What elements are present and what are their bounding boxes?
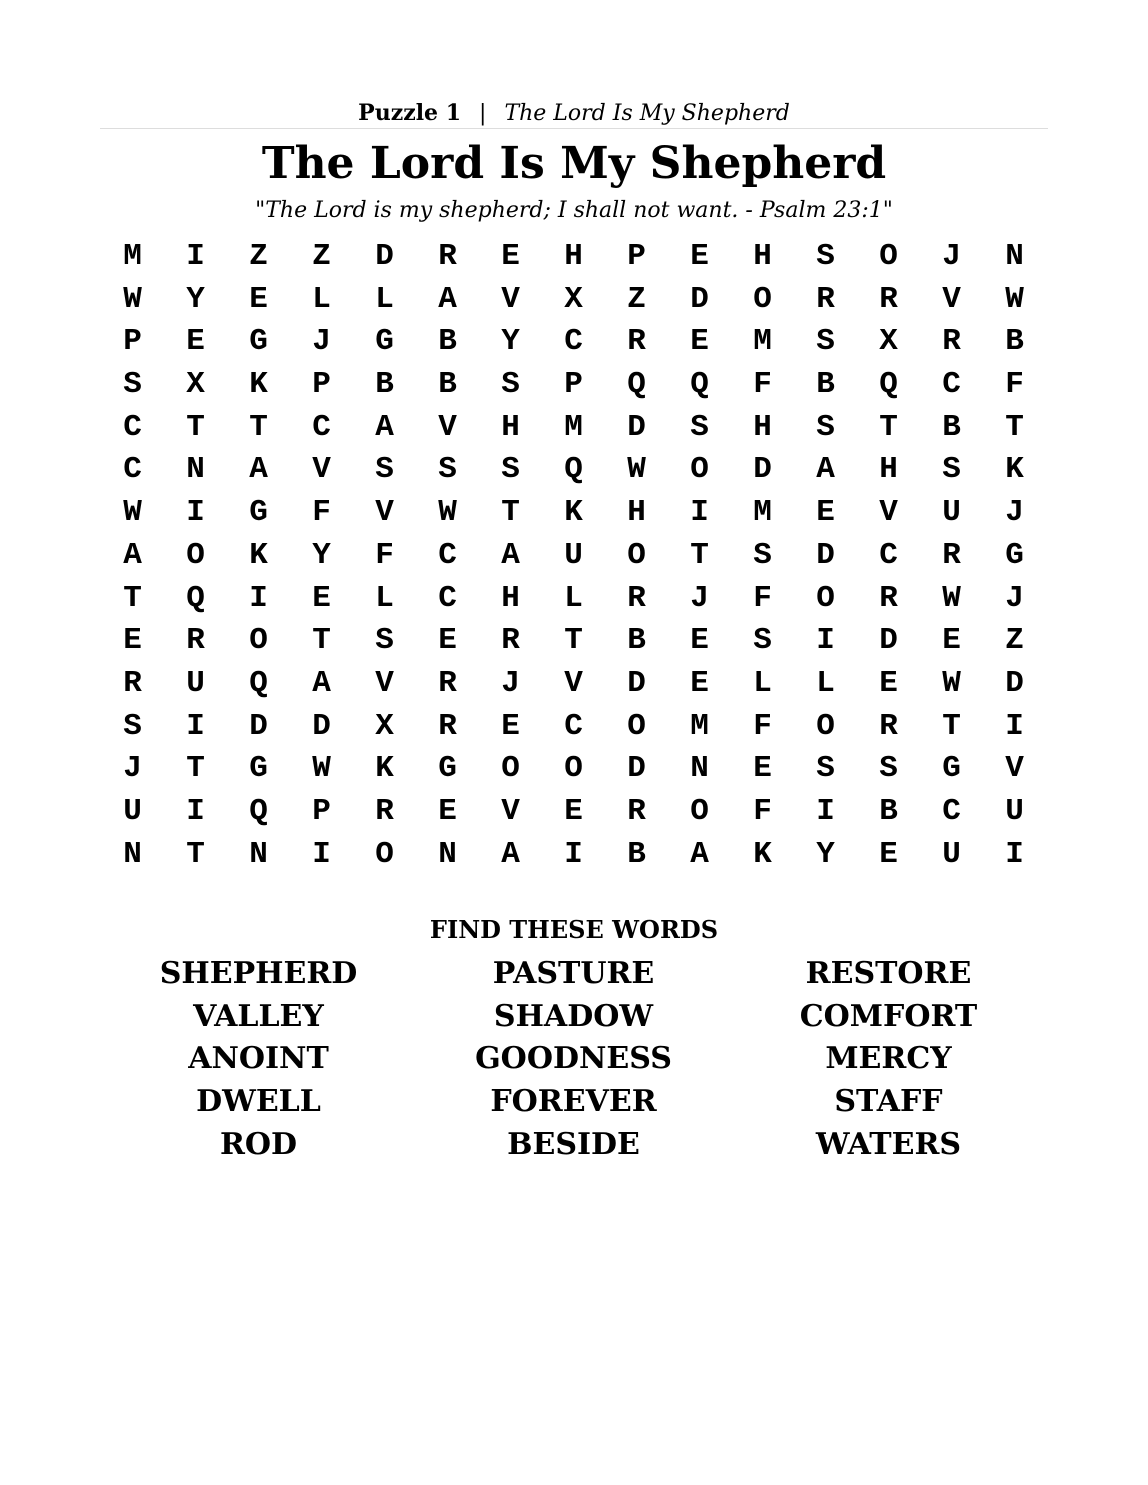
grid-letter: E bbox=[438, 623, 457, 659]
grid-letter: Q bbox=[627, 367, 646, 403]
grid-letter: O bbox=[375, 836, 394, 872]
grid-letter: B bbox=[627, 836, 646, 872]
grid-letter: R bbox=[879, 580, 898, 616]
grid-letter: D bbox=[1005, 665, 1024, 701]
grid-letter: S bbox=[816, 409, 835, 445]
word-list-item: DWELL bbox=[196, 1084, 321, 1120]
grid-letter: B bbox=[942, 409, 961, 445]
grid-letter: L bbox=[375, 580, 394, 616]
grid-letter: M bbox=[753, 495, 772, 531]
grid-letter: W bbox=[627, 452, 646, 488]
grid-letter: Y bbox=[186, 281, 205, 317]
grid-letter: G bbox=[249, 495, 268, 531]
grid-letter: I bbox=[690, 495, 709, 531]
grid-letter: C bbox=[942, 793, 961, 829]
word-list bbox=[101, 953, 1046, 1166]
grid-letter: V bbox=[375, 495, 394, 531]
grid-letter: Q bbox=[249, 665, 268, 701]
grid-letter: T bbox=[186, 836, 205, 872]
grid-letter: A bbox=[816, 452, 835, 488]
grid-letter: M bbox=[753, 324, 772, 360]
grid-letter: E bbox=[501, 708, 520, 744]
grid-letter: G bbox=[249, 324, 268, 360]
grid-letter: A bbox=[312, 665, 331, 701]
grid-letter: S bbox=[753, 537, 772, 573]
grid-letter: Y bbox=[816, 836, 835, 872]
grid-letter: G bbox=[249, 751, 268, 787]
grid-letter: I bbox=[816, 623, 835, 659]
grid-letter: O bbox=[564, 751, 583, 787]
word-list-item: SHEPHERD bbox=[159, 956, 358, 991]
grid-letter: O bbox=[816, 708, 835, 744]
grid-letter: R bbox=[627, 324, 646, 360]
grid-letter: R bbox=[123, 665, 142, 701]
grid-letter: V bbox=[879, 495, 898, 531]
grid-letter: G bbox=[375, 324, 394, 360]
grid-letter: E bbox=[816, 495, 835, 531]
grid-letter: S bbox=[123, 367, 142, 403]
grid-letter: B bbox=[816, 367, 835, 403]
grid-letter: K bbox=[564, 495, 583, 531]
grid-letter: H bbox=[753, 409, 772, 445]
grid-letter: X bbox=[564, 281, 583, 317]
grid-letter: D bbox=[816, 537, 835, 573]
grid-letter: H bbox=[564, 239, 583, 274]
grid-letter: I bbox=[1005, 708, 1024, 744]
grid-letter: V bbox=[942, 281, 961, 317]
grid-letter: R bbox=[438, 665, 457, 701]
grid-letter: I bbox=[186, 239, 205, 274]
grid-letter: I bbox=[564, 836, 583, 872]
grid-letter: H bbox=[501, 580, 520, 616]
grid-letter: Q bbox=[186, 580, 205, 616]
grid-letter: W bbox=[942, 580, 961, 616]
grid-letter: D bbox=[690, 281, 709, 317]
grid-letter: R bbox=[816, 281, 835, 317]
grid-letter: O bbox=[627, 708, 646, 744]
grid-letter: I bbox=[186, 793, 205, 829]
grid-letter: N bbox=[438, 836, 457, 872]
grid-letter: V bbox=[312, 452, 331, 488]
grid-letter: K bbox=[753, 836, 772, 872]
puzzle-number: Puzzle 1 bbox=[358, 100, 462, 126]
grid-letter: V bbox=[1005, 751, 1024, 787]
grid-letter: N bbox=[1005, 239, 1024, 274]
grid-letter: B bbox=[879, 793, 898, 829]
grid-letter: E bbox=[123, 623, 142, 659]
grid-letter: B bbox=[627, 623, 646, 659]
word-list-item: PASTURE bbox=[492, 956, 655, 991]
grid-letter: V bbox=[501, 793, 520, 829]
grid-letter: J bbox=[312, 324, 331, 360]
grid-letter: Q bbox=[564, 452, 583, 488]
grid-letter: U bbox=[186, 665, 205, 701]
grid-letter: R bbox=[438, 239, 457, 274]
grid-letter: T bbox=[186, 751, 205, 787]
verse-quote: "The Lord is my shepherd; I shall not want. - Psalm 23:1" bbox=[255, 198, 893, 223]
grid-letter: T bbox=[123, 580, 142, 616]
grid-letter: G bbox=[1005, 537, 1024, 573]
grid-letter: W bbox=[942, 665, 961, 701]
grid-letter: R bbox=[942, 324, 961, 360]
grid-letter: F bbox=[1005, 367, 1024, 403]
grid-letter: L bbox=[816, 665, 835, 701]
grid-letter: O bbox=[879, 239, 898, 274]
grid-letter: E bbox=[879, 836, 898, 872]
grid-letter: E bbox=[942, 623, 961, 659]
letter-grid bbox=[101, 236, 1046, 876]
grid-letter: D bbox=[627, 665, 646, 701]
grid-letter: P bbox=[123, 324, 142, 360]
grid-letter: U bbox=[1005, 793, 1024, 829]
grid-letter: E bbox=[690, 623, 709, 659]
grid-letter: S bbox=[690, 409, 709, 445]
grid-letter: E bbox=[753, 751, 772, 787]
grid-letter: H bbox=[501, 409, 520, 445]
grid-letter: M bbox=[690, 708, 709, 744]
word-list-item: MERCY bbox=[825, 1041, 952, 1077]
grid-letter: V bbox=[501, 281, 520, 317]
grid-letter: E bbox=[249, 281, 268, 317]
grid-letter: O bbox=[816, 580, 835, 616]
grid-letter: T bbox=[501, 495, 520, 531]
grid-letter: A bbox=[375, 409, 394, 445]
grid-letter: C bbox=[312, 409, 331, 445]
grid-letter: J bbox=[1005, 495, 1024, 531]
grid-letter: O bbox=[627, 537, 646, 573]
grid-letter: I bbox=[1005, 836, 1024, 872]
grid-letter: I bbox=[312, 836, 331, 872]
grid-letter: P bbox=[312, 367, 331, 403]
grid-letter: Y bbox=[501, 324, 520, 360]
grid-letter: R bbox=[942, 537, 961, 573]
grid-letter: D bbox=[753, 452, 772, 488]
grid-letter: J bbox=[942, 239, 961, 274]
grid-letter: R bbox=[438, 708, 457, 744]
grid-letter: O bbox=[690, 452, 709, 488]
grid-letter: S bbox=[375, 623, 394, 659]
grid-letter: N bbox=[690, 751, 709, 787]
grid-letter: R bbox=[501, 623, 520, 659]
grid-letter: C bbox=[564, 324, 583, 360]
grid-letter: T bbox=[564, 623, 583, 659]
grid-letter: U bbox=[564, 537, 583, 573]
grid-letter: X bbox=[879, 324, 898, 360]
grid-letter: P bbox=[564, 367, 583, 403]
grid-letter: N bbox=[249, 836, 268, 872]
grid-letter: S bbox=[375, 452, 394, 488]
grid-letter: A bbox=[438, 281, 457, 317]
grid-letter: W bbox=[312, 751, 331, 787]
grid-letter: F bbox=[312, 495, 331, 531]
grid-letter: H bbox=[879, 452, 898, 488]
grid-letter: V bbox=[564, 665, 583, 701]
header-separator: | bbox=[479, 101, 487, 126]
grid-letter: R bbox=[879, 708, 898, 744]
grid-letter: E bbox=[501, 239, 520, 274]
grid-letter: U bbox=[123, 793, 142, 829]
grid-letter: Q bbox=[249, 793, 268, 829]
grid-letter: K bbox=[375, 751, 394, 787]
grid-letter: L bbox=[375, 281, 394, 317]
puzzle-header bbox=[100, 98, 1048, 129]
word-list-item: FOREVER bbox=[490, 1084, 657, 1120]
grid-letter: L bbox=[753, 665, 772, 701]
grid-letter: L bbox=[564, 580, 583, 616]
grid-letter: G bbox=[438, 751, 457, 787]
word-list-item: GOODNESS bbox=[475, 1041, 672, 1077]
word-list-title: FIND THESE WORDS bbox=[429, 915, 719, 944]
grid-letter: K bbox=[249, 367, 268, 403]
grid-letter: T bbox=[249, 409, 268, 445]
grid-letter: Z bbox=[312, 239, 331, 274]
grid-letter: G bbox=[942, 751, 961, 787]
grid-letter: O bbox=[753, 281, 772, 317]
grid-letter: F bbox=[753, 367, 772, 403]
grid-letter: F bbox=[753, 793, 772, 829]
grid-letter: S bbox=[942, 452, 961, 488]
grid-letter: A bbox=[690, 836, 709, 872]
grid-letter: S bbox=[123, 708, 142, 744]
grid-letter: R bbox=[375, 793, 394, 829]
grid-letter: A bbox=[123, 537, 142, 573]
grid-letter: I bbox=[186, 708, 205, 744]
grid-letter: A bbox=[501, 836, 520, 872]
grid-letter: D bbox=[627, 751, 646, 787]
grid-letter: R bbox=[186, 623, 205, 659]
grid-letter: J bbox=[690, 580, 709, 616]
grid-letter: W bbox=[123, 281, 142, 317]
grid-letter: O bbox=[186, 537, 205, 573]
grid-letter: E bbox=[690, 239, 709, 274]
grid-letter: H bbox=[627, 495, 646, 531]
grid-letter: W bbox=[1005, 281, 1024, 317]
grid-letter: V bbox=[438, 409, 457, 445]
grid-letter: S bbox=[438, 452, 457, 488]
grid-letter: O bbox=[501, 751, 520, 787]
grid-letter: T bbox=[879, 409, 898, 445]
grid-letter: E bbox=[879, 665, 898, 701]
grid-letter: D bbox=[312, 708, 331, 744]
grid-letter: U bbox=[942, 495, 961, 531]
grid-letter: K bbox=[249, 537, 268, 573]
word-list-item: BESIDE bbox=[507, 1126, 640, 1162]
grid-letter: R bbox=[627, 793, 646, 829]
grid-letter: S bbox=[816, 751, 835, 787]
grid-letter: Z bbox=[249, 239, 268, 274]
grid-letter: R bbox=[879, 281, 898, 317]
grid-letter: J bbox=[1005, 580, 1024, 616]
grid-letter: E bbox=[564, 793, 583, 829]
grid-letter: B bbox=[1005, 324, 1024, 360]
word-list-item: SHADOW bbox=[493, 998, 654, 1034]
grid-letter: S bbox=[753, 623, 772, 659]
grid-letter: C bbox=[123, 452, 142, 488]
grid-letter: P bbox=[627, 239, 646, 274]
word-list-item: RESTORE bbox=[805, 956, 972, 991]
grid-letter: E bbox=[186, 324, 205, 360]
grid-letter: H bbox=[753, 239, 772, 274]
grid-letter: C bbox=[438, 580, 457, 616]
grid-letter: K bbox=[1005, 452, 1024, 488]
grid-letter: A bbox=[249, 452, 268, 488]
grid-letter: O bbox=[249, 623, 268, 659]
grid-letter: W bbox=[438, 495, 457, 531]
grid-letter: I bbox=[249, 580, 268, 616]
grid-letter: T bbox=[942, 708, 961, 744]
grid-letter: B bbox=[375, 367, 394, 403]
grid-letter: W bbox=[123, 495, 142, 531]
grid-letter: D bbox=[627, 409, 646, 445]
grid-letter: B bbox=[438, 324, 457, 360]
grid-letter: C bbox=[564, 708, 583, 744]
grid-letter: L bbox=[312, 281, 331, 317]
grid-letter: Z bbox=[1005, 623, 1024, 659]
grid-letter: O bbox=[690, 793, 709, 829]
grid-letter: D bbox=[249, 708, 268, 744]
header-subtitle: The Lord Is My Shepherd bbox=[504, 101, 790, 126]
grid-letter: S bbox=[501, 367, 520, 403]
grid-letter: U bbox=[942, 836, 961, 872]
grid-letter: S bbox=[816, 324, 835, 360]
grid-letter: I bbox=[816, 793, 835, 829]
grid-letter: Q bbox=[690, 367, 709, 403]
grid-letter: V bbox=[375, 665, 394, 701]
grid-letter: M bbox=[564, 409, 583, 445]
grid-letter: T bbox=[1005, 409, 1024, 445]
grid-letter: B bbox=[438, 367, 457, 403]
grid-letter: X bbox=[186, 367, 205, 403]
grid-letter: E bbox=[438, 793, 457, 829]
grid-letter: S bbox=[501, 452, 520, 488]
grid-letter: F bbox=[375, 537, 394, 573]
grid-letter: F bbox=[753, 708, 772, 744]
grid-letter: D bbox=[375, 239, 394, 274]
grid-letter: X bbox=[375, 708, 394, 744]
grid-letter: C bbox=[438, 537, 457, 573]
grid-letter: J bbox=[501, 665, 520, 701]
grid-letter: S bbox=[879, 751, 898, 787]
word-list-item: VALLEY bbox=[193, 998, 324, 1034]
grid-letter: T bbox=[312, 623, 331, 659]
word-list-item: STAFF bbox=[834, 1084, 943, 1120]
grid-letter: E bbox=[690, 324, 709, 360]
word-list-item: WATERS bbox=[815, 1126, 962, 1162]
grid-letter: F bbox=[753, 580, 772, 616]
grid-letter: M bbox=[123, 239, 142, 274]
grid-letter: R bbox=[627, 580, 646, 616]
grid-letter: C bbox=[879, 537, 898, 573]
word-list-item: ANOINT bbox=[188, 1041, 329, 1077]
grid-letter: N bbox=[186, 452, 205, 488]
grid-letter: T bbox=[690, 537, 709, 573]
grid-letter: Z bbox=[627, 281, 646, 317]
grid-letter: N bbox=[123, 836, 142, 872]
grid-letter: C bbox=[123, 409, 142, 445]
page-title: The Lord Is My Shepherd bbox=[261, 138, 887, 189]
word-list-item: COMFORT bbox=[799, 998, 978, 1034]
grid-letter: J bbox=[123, 751, 142, 787]
grid-letter: A bbox=[501, 537, 520, 573]
grid-letter: S bbox=[816, 239, 835, 274]
grid-letter: Q bbox=[879, 367, 898, 403]
grid-letter: I bbox=[186, 495, 205, 531]
grid-letter: T bbox=[186, 409, 205, 445]
word-list-item: ROD bbox=[219, 1126, 298, 1162]
grid-letter: Y bbox=[312, 537, 331, 573]
grid-letter: E bbox=[312, 580, 331, 616]
grid-letter: C bbox=[942, 367, 961, 403]
grid-letter: E bbox=[690, 665, 709, 701]
grid-letter: P bbox=[312, 793, 331, 829]
grid-letter: D bbox=[879, 623, 898, 659]
